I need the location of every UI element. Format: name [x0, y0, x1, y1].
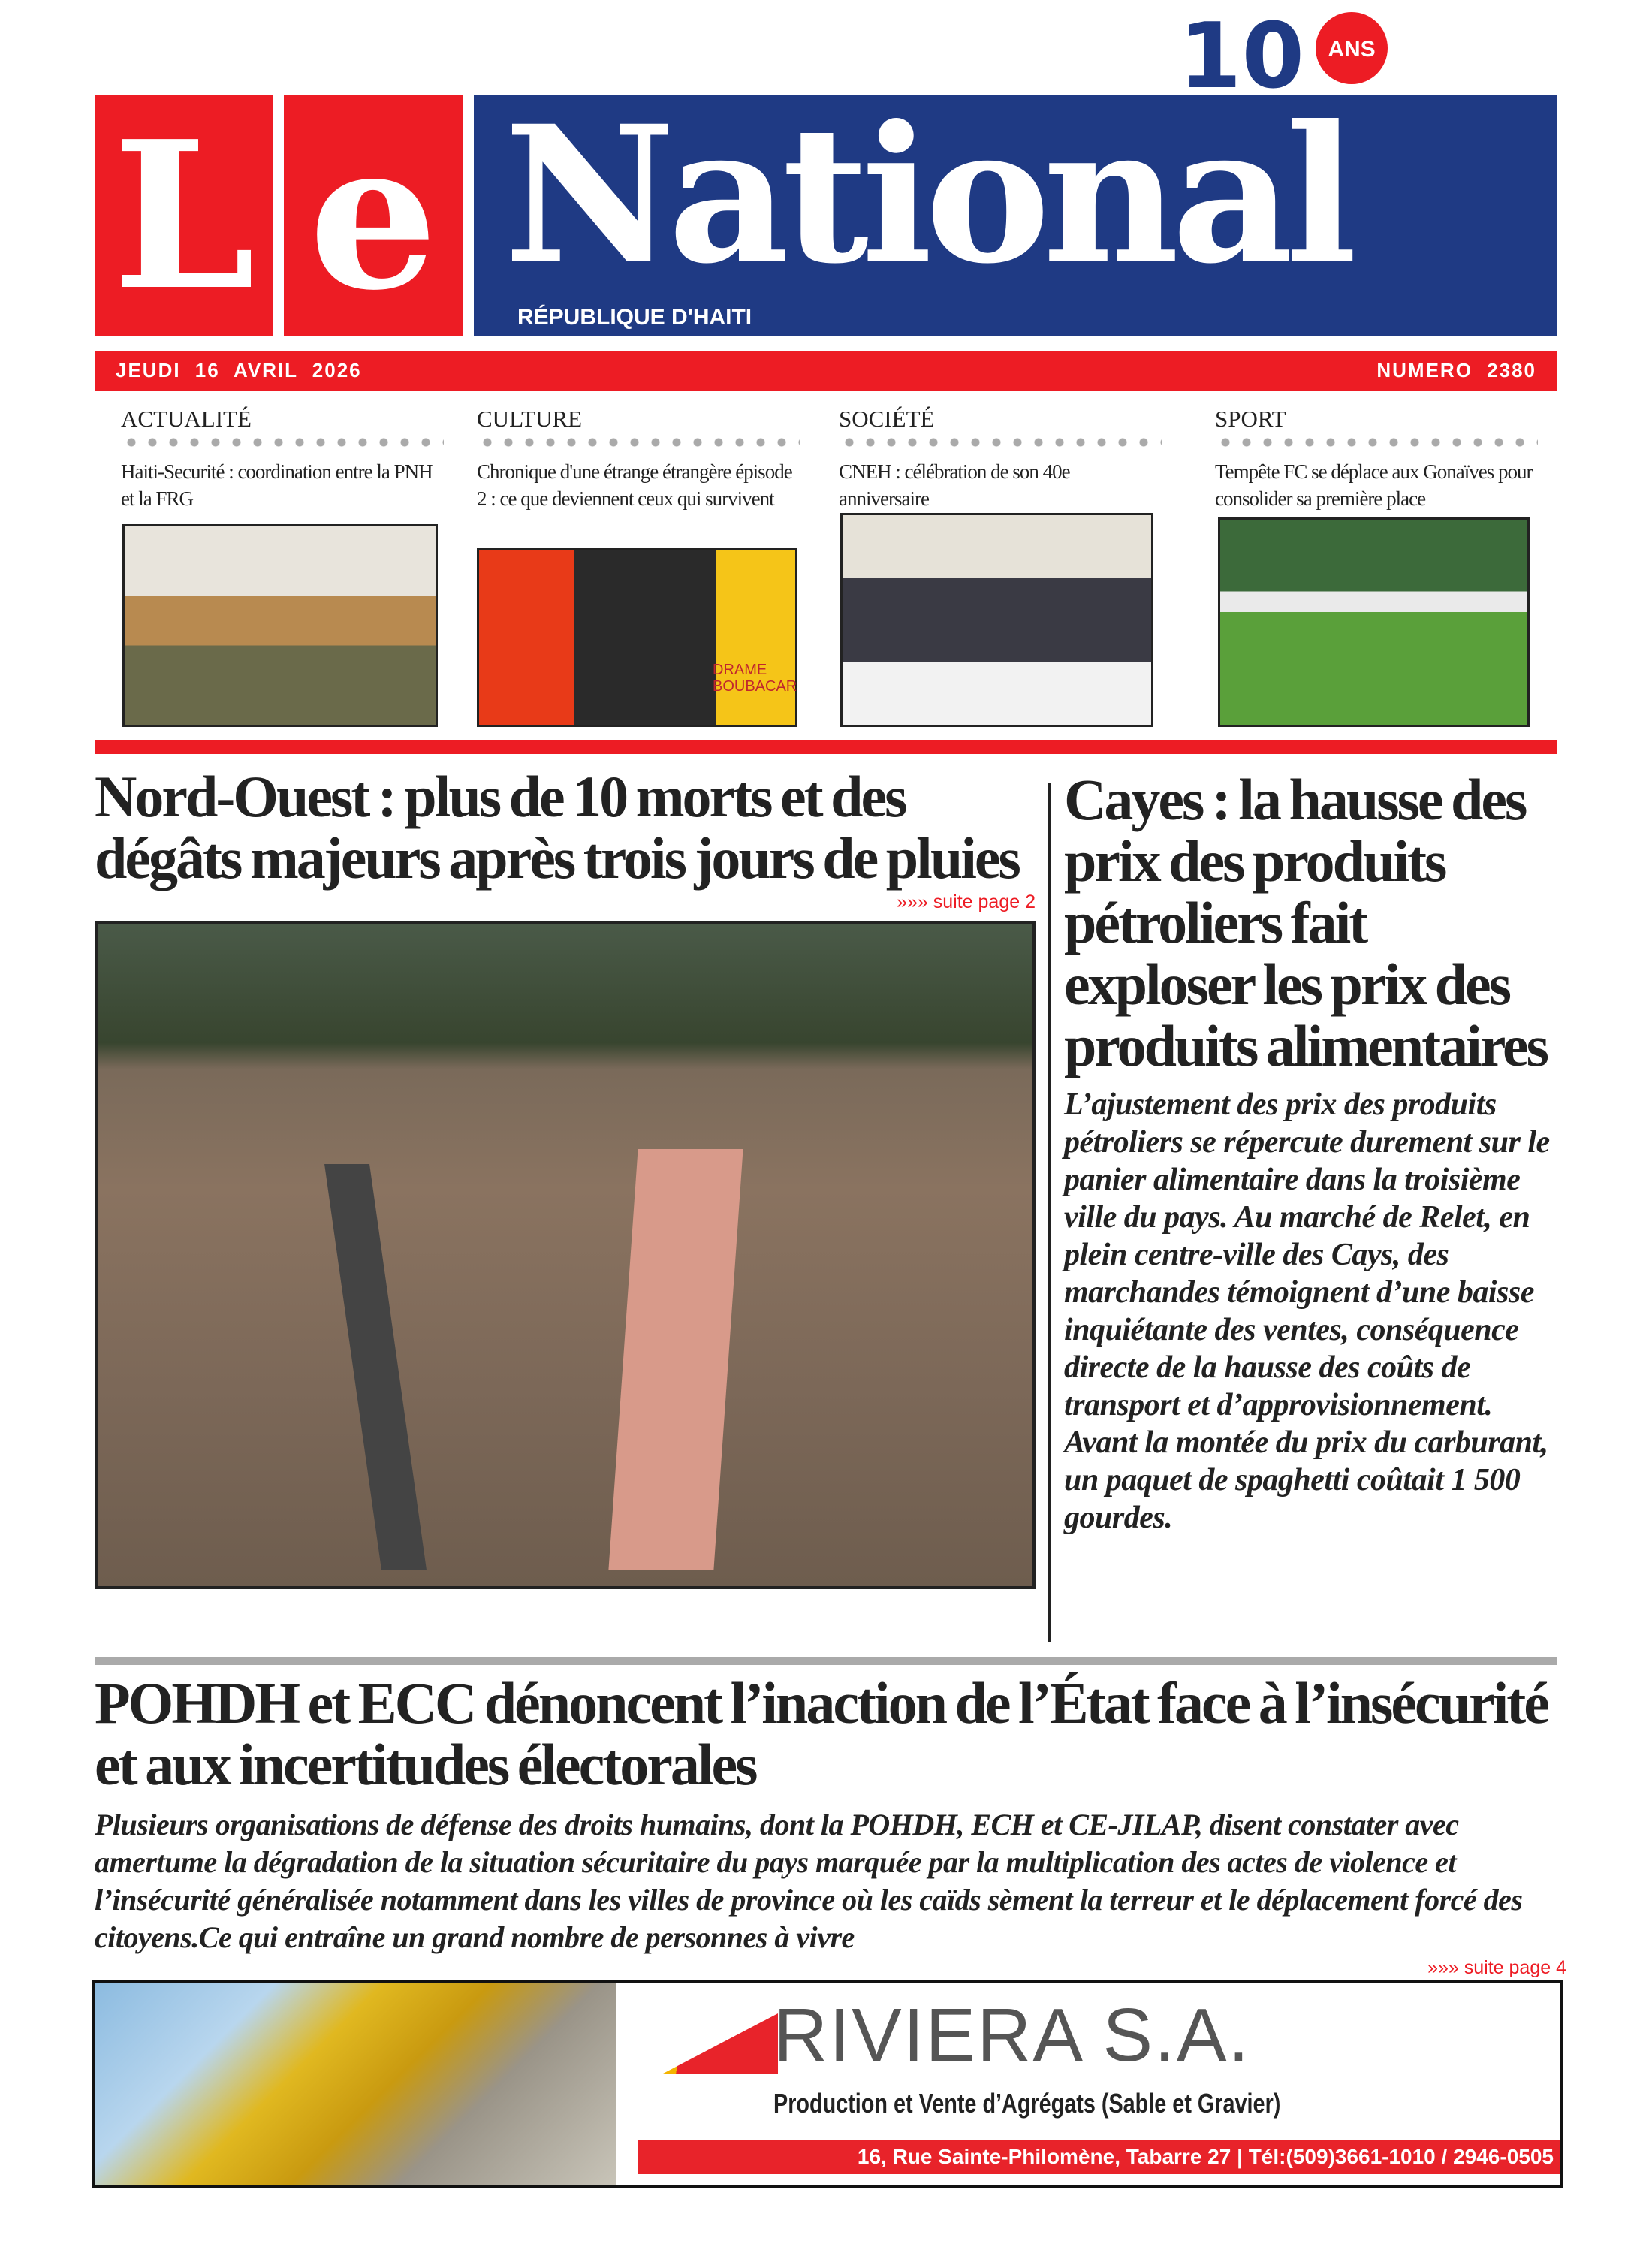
side-headline[interactable]: Cayes : la hausse des prix des produits pétroliers fait exploser les prix des produits alimentaires: [1064, 767, 1547, 1078]
section-label: SOCIÉTÉ: [839, 406, 935, 432]
dotted-divider: [477, 437, 800, 448]
column-divider: [1048, 783, 1051, 1642]
masthead-subtitle: RÉPUBLIQUE D'HAITI: [517, 305, 752, 330]
ad-company-name: RIVIERA S.A.: [773, 1993, 1251, 2077]
section-label: CULTURE: [477, 406, 583, 432]
teaser-title[interactable]: Haiti-Securité : coordination entre la PNH et la FRG: [121, 460, 433, 510]
side-lead-text: L’ajustement des prix des produits pétroliers se répercute durement sur le panier alimentaire dans la troisième ville du pays. Au marché de Relet, en plein centre-ville des Cays, des marchandes témoignent d’une baisse inquiétante des ventes, conséquence directe de la hausse des coûts de transport et d’approvisionnement. Avant la montée du prix du carburant, un paquet de spaghetti coûtait 1 500 gourdes.: [1064, 1087, 1550, 1535]
thumb-sport-photo[interactable]: [1218, 517, 1530, 727]
third-headline[interactable]: POHDH et ECC dénoncent l’inaction de l’État face à l’insécurité et aux incertitudes électorales: [95, 1670, 1548, 1797]
third-story: [92, 1657, 1566, 2188]
issue-number: NUMERO 2380: [1376, 359, 1536, 382]
grey-divider: [95, 1657, 1557, 1665]
masthead-le: [95, 95, 463, 336]
lead-headline[interactable]: Nord-Ouest : plus de 10 morts et des dégâts majeurs après trois jours de pluies: [95, 764, 1019, 891]
dotted-divider: [121, 437, 444, 448]
dotted-divider: [1215, 437, 1538, 448]
masthead-title: National: [504, 95, 1350, 305]
anniversary-label: ANS: [1328, 37, 1376, 62]
teaser-title[interactable]: Chronique d'une étrange étrangère épisode 2 : ce que deviennent ceux qui survivent: [477, 460, 792, 510]
section-teaser-culture[interactable]: [477, 406, 800, 512]
teaser-title[interactable]: CNEH : célébration de son 40e anniversaire: [839, 460, 1070, 510]
third-lead-text: Plusieurs organisations de défense des droits humains, dont la POHDH, ECH et CE-JILAP, disent constater avec amertume la dégradation de la situation sécuritaire du pays marquée par la multiplication des actes de violence et l’insécurité généralisée notamment dans les villes de province où les caïds sèment la terreur et le déplacement forcé des citoyens.Ce qui entraîne un grand nombre de personnes à vivre: [95, 1808, 1523, 1954]
ad-address: 16, Rue Sainte-Philomène, Tabarre 27 | Tél:(509)3661-1010 / 2946-0505: [638, 2140, 1560, 2174]
masthead-letter-l: L: [95, 95, 284, 336]
thumb-culture-artwork[interactable]: [477, 548, 797, 727]
artwork-caption: DRAME BOUBACAR: [713, 662, 797, 695]
issue-date: JEUDI 16 AVRIL 2026: [116, 359, 362, 382]
anniversary-number: 10: [1179, 5, 1304, 93]
date-bar: [95, 351, 1557, 391]
section-label: ACTUALITÉ: [121, 406, 252, 432]
lead-continued-link[interactable]: »»» suite page 2: [897, 891, 1036, 912]
riviera-logo-icon: [643, 2013, 778, 2074]
section-teaser-societe[interactable]: [839, 406, 1162, 512]
flood-bridge-photo: [95, 921, 1036, 1589]
side-story: [1064, 769, 1563, 1537]
teaser-title[interactable]: Tempête FC se déplace aux Gonaïves pour consolider sa première place: [1215, 460, 1533, 510]
ad-tagline: Production et Vente d’Agrégats (Sable et Gravier): [773, 2088, 1281, 2119]
dotted-divider: [839, 437, 1162, 448]
ad-loader-photo: [95, 1983, 616, 2185]
red-divider: [95, 740, 1557, 754]
section-teaser-actualite[interactable]: [121, 406, 444, 512]
advertisement-riviera[interactable]: [92, 1980, 1563, 2188]
masthead-national: [474, 95, 1557, 336]
section-teaser-sport[interactable]: [1215, 406, 1538, 512]
section-label: SPORT: [1215, 406, 1286, 432]
thumb-actualite-photo[interactable]: [122, 524, 438, 727]
thumb-societe-photo[interactable]: [840, 513, 1153, 727]
anniversary-logo: [1171, 0, 1412, 93]
third-continued-link[interactable]: »»» suite page 4: [1427, 1957, 1566, 1978]
lead-story: [95, 766, 1036, 1589]
masthead-letter-e: e: [309, 96, 438, 335]
